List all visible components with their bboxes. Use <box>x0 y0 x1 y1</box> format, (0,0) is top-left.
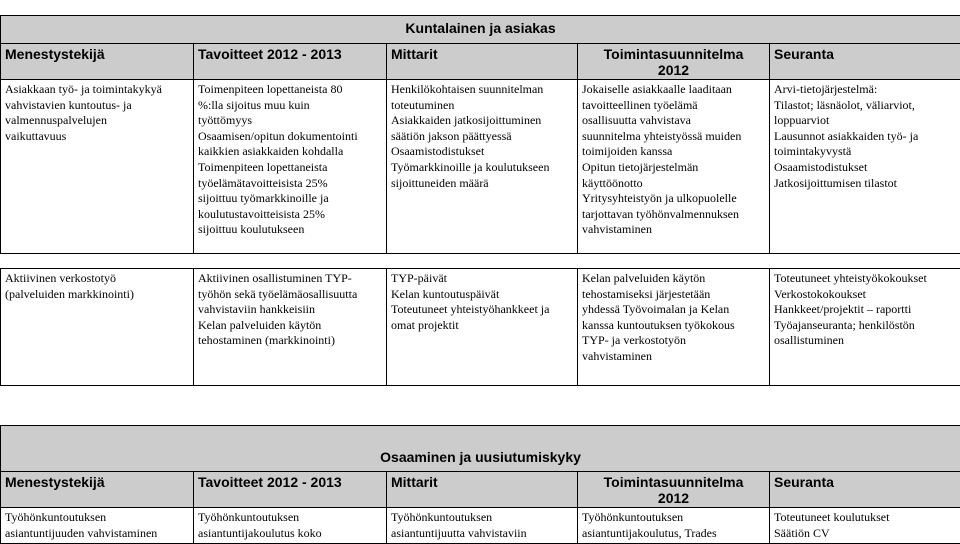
cell-text-line: Osaamistodistukset <box>391 144 573 160</box>
cell-text-line: yhdessä Työvoimalan ja Kelan <box>582 302 765 318</box>
section-title: Osaaminen ja uusiutumiskyky <box>1 426 960 472</box>
cell-text-line: Työhönkuntoutuksen <box>582 510 765 526</box>
cell-mittarit <box>387 508 578 544</box>
cell-text-line: sijoittuneiden määrä <box>391 176 573 192</box>
cell-mittarit <box>387 80 578 254</box>
cell-text-line: asiantuntijuuden vahvistaminen <box>5 526 189 542</box>
cell-mittarit <box>387 269 578 386</box>
cell-text-line: asiantuntijakoulutus, Trades <box>582 526 765 542</box>
cell-menestystekija <box>1 508 194 544</box>
header-toimintasuunnitelma <box>578 44 770 80</box>
cell-text-line: Työhönkuntoutuksen <box>391 510 573 526</box>
section-table-osaaminen <box>0 425 960 544</box>
header-toimintasuunnitelma-text <box>582 46 765 78</box>
cell-text-line: Työhönkuntoutuksen <box>198 510 382 526</box>
header-seuranta: Seuranta <box>770 44 960 80</box>
cell-text-line: tavoitteellinen työelämä <box>582 98 765 114</box>
cell-toimintasuunnitelma <box>578 269 770 386</box>
cell-toimintasuunnitelma <box>578 508 770 544</box>
cell-text-line: Säätiön CV <box>774 526 956 542</box>
cell-toimintasuunnitelma <box>578 80 770 254</box>
header-text-line: Toimintasuunnitelma <box>582 474 765 490</box>
cell-text-line: kaikkien asiakkaiden kohdalla <box>198 144 382 160</box>
cell-text-line: tehostamiseksi järjestetään <box>582 287 765 303</box>
header-toimintasuunnitelma <box>578 472 770 508</box>
cell-text-line: osallistuminen <box>774 333 956 349</box>
cell-text-line: osallisuutta vahvistava <box>582 113 765 129</box>
cell-text-line: säätiön jakson päättyessä <box>391 129 573 145</box>
cell-seuranta <box>770 508 960 544</box>
cell-text-line: Opitun tietojärjestelmän <box>582 160 765 176</box>
cell-tavoitteet <box>194 80 387 254</box>
cell-text-line: suunnitelma yhteistyössä muiden <box>582 129 765 145</box>
cell-text-line: tarjottavan työhönvalmennuksen <box>582 207 765 223</box>
cell-text-line: vaikuttavuus <box>5 129 189 145</box>
header-menestystekija: Menestystekijä <box>1 472 194 508</box>
cell-text-line: tehostaminen (markkinointi) <box>198 333 382 349</box>
cell-text-line: toimijoiden kanssa <box>582 144 765 160</box>
cell-text-line: Toteutuneet yhteistyöhankkeet ja <box>391 302 573 318</box>
table-row <box>1 269 960 386</box>
cell-text-line: Yritysyhteistyön ja ulkopuolelle <box>582 191 765 207</box>
header-row <box>1 44 960 80</box>
cell-text-line: koulutustavoitteisista 25% <box>198 207 382 223</box>
cell-text-line: Kelan kuntoutuspäivät <box>391 287 573 303</box>
cell-text-line: asiantuntijuutta vahvistaviin <box>391 526 573 542</box>
cell-text-line: Henkilökohtaisen suunnitelman <box>391 82 573 98</box>
cell-text-line: Aktiivinen osallistuminen TYP- <box>198 271 382 287</box>
cell-text-line: toteutuminen <box>391 98 573 114</box>
cell-text-line: %:lla sijoitus muu kuin <box>198 98 382 114</box>
cell-text-line: Toteutuneet koulutukset <box>774 510 956 526</box>
cell-text-line: sijoittuu työmarkkinoille ja <box>198 191 382 207</box>
table-row <box>1 80 960 254</box>
cell-text-line: TYP- ja verkostotyön <box>582 333 765 349</box>
cell-menestystekija <box>1 269 194 386</box>
cell-text-line: Asiakkaan työ- ja toimintakykyä <box>5 82 189 98</box>
header-text-line: Toimintasuunnitelma <box>582 46 765 62</box>
cell-text-line: TYP-päivät <box>391 271 573 287</box>
section-table-kuntalainen <box>0 15 960 386</box>
header-seuranta: Seuranta <box>770 472 960 508</box>
section-title: Kuntalainen ja asiakas <box>1 16 960 44</box>
cell-tavoitteet <box>194 269 387 386</box>
header-mittarit: Mittarit <box>387 44 578 80</box>
cell-text-line: Asiakkaiden jatkosijoittuminen <box>391 113 573 129</box>
cell-text-line: vahvistaminen <box>582 222 765 238</box>
cell-text-line: valmennuspalvelujen <box>5 113 189 129</box>
header-menestystekija: Menestystekijä <box>1 44 194 80</box>
cell-text-line: vahvistaviin hankkeisiin <box>198 302 382 318</box>
cell-text-line: loppuarviot <box>774 113 956 129</box>
cell-text-line: Jokaiselle asiakkaalle laaditaan <box>582 82 765 98</box>
cell-text-line: Osaamisen/opitun dokumentointi <box>198 129 382 145</box>
cell-text-line: vahvistaminen <box>582 349 765 365</box>
cell-text-line: Hankkeet/projektit – raportti <box>774 302 956 318</box>
cell-text-line: Aktiivinen verkostotyö <box>5 271 189 287</box>
cell-tavoitteet <box>194 508 387 544</box>
cell-text-line: käyttöönotto <box>582 176 765 192</box>
cell-text-line: työttömyys <box>198 113 382 129</box>
table-row <box>1 508 960 544</box>
cell-text-line: (palveluiden markkinointi) <box>5 287 189 303</box>
header-mittarit: Mittarit <box>387 472 578 508</box>
cell-menestystekija <box>1 80 194 254</box>
cell-text-line: vahvistavien kuntoutus- ja <box>5 98 189 114</box>
cell-text-line: kanssa kuntoutuksen työkokous <box>582 318 765 334</box>
cell-text-line: sijoittuu koulutukseen <box>198 222 382 238</box>
cell-text-line: omat projektit <box>391 318 573 334</box>
header-tavoitteet: Tavoitteet 2012 - 2013 <box>194 44 387 80</box>
header-text-line: 2012 <box>582 490 765 506</box>
cell-text-line: Toimenpiteen lopettaneista <box>198 160 382 176</box>
cell-text-line: Jatkosijoittumisen tilastot <box>774 176 956 192</box>
header-tavoitteet: Tavoitteet 2012 - 2013 <box>194 472 387 508</box>
cell-text-line: Tilastot; läsnäolot, väliarviot, <box>774 98 956 114</box>
cell-text-line: asiantuntijakoulutus koko <box>198 526 382 542</box>
cell-text-line: Työmarkkinoille ja koulutukseen <box>391 160 573 176</box>
cell-seuranta <box>770 269 960 386</box>
cell-text-line: Toimenpiteen lopettaneista 80 <box>198 82 382 98</box>
cell-text-line: Työhönkuntoutuksen <box>5 510 189 526</box>
cell-text-line: Toteutuneet yhteistyökokoukset <box>774 271 956 287</box>
cell-text-line: Työajanseuranta; henkilöstön <box>774 318 956 334</box>
cell-text-line: Osaamistodistukset <box>774 160 956 176</box>
header-text-line: 2012 <box>582 62 765 78</box>
cell-seuranta <box>770 80 960 254</box>
cell-text-line: Lausunnot asiakkaiden työ- ja <box>774 129 956 145</box>
cell-text-line: Kelan palveluiden käytön <box>582 271 765 287</box>
cell-text-line: toimintakyvystä <box>774 144 956 160</box>
header-toimintasuunnitelma-text <box>582 474 765 506</box>
cell-text-line: Verkostokokoukset <box>774 287 956 303</box>
cell-text-line: työelämätavoitteisista 25% <box>198 176 382 192</box>
header-row <box>1 472 960 508</box>
cell-text-line: Kelan palveluiden käytön <box>198 318 382 334</box>
cell-text-line: työhön sekä työelämäosallisuutta <box>198 287 382 303</box>
cell-text-line: Arvi-tietojärjestelmä: <box>774 82 956 98</box>
